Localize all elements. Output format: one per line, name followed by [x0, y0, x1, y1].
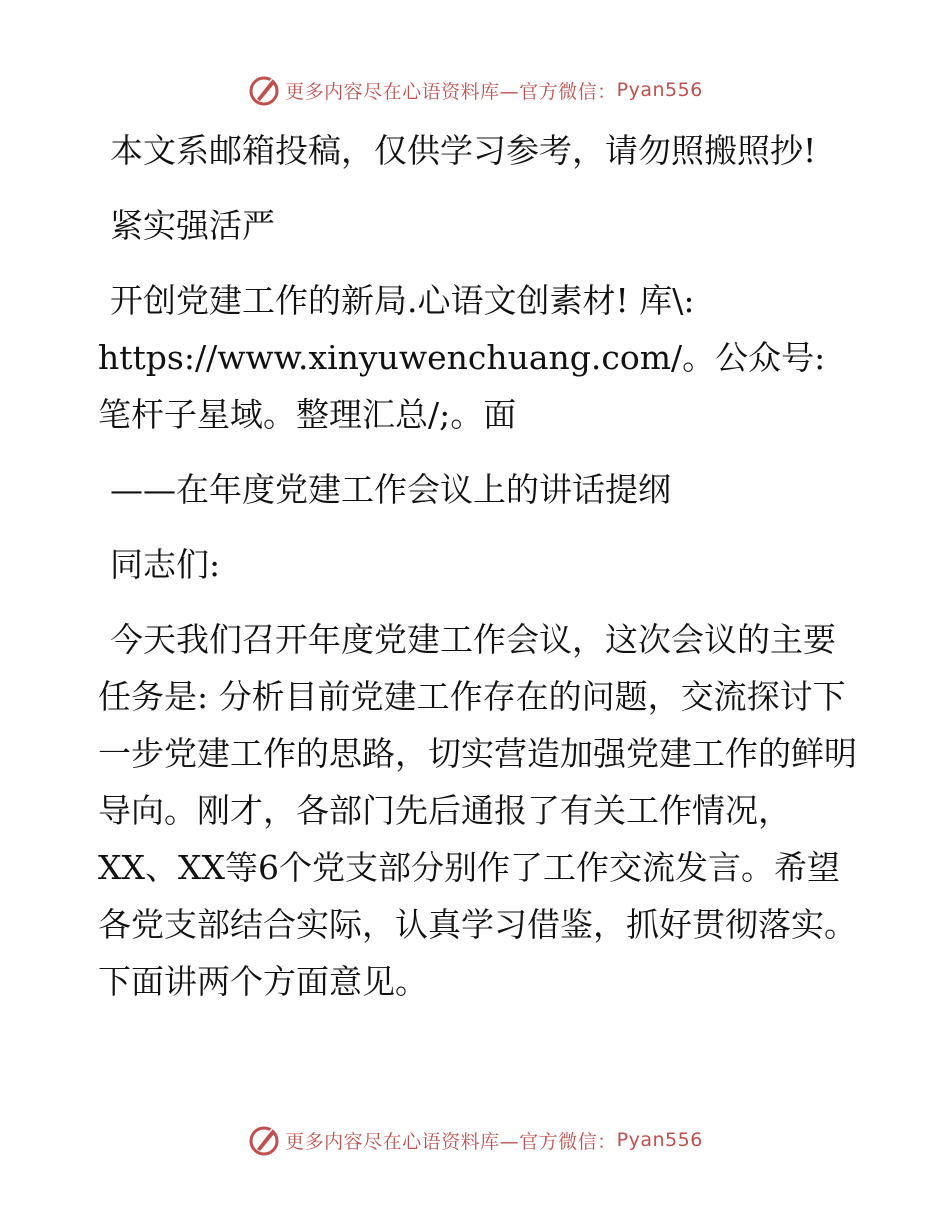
footer-banner-text: 更多内容尽在心语资料库—官方微信： [285, 1130, 617, 1153]
title-main: 开创党建工作的新局.心语文创素材! 库\: https://www.xinyuwenchuang.com/。公众号: 笔杆子星域。整理汇总/;。面 [98, 281, 826, 434]
salutation: 同志们: [110, 545, 221, 584]
header-banner-text: 更多内容尽在心语资料库—官方微信： [285, 80, 617, 103]
body-paragraph: 今天我们召开年度党建工作会议，这次会议的主要任务是: 分析目前党建工作存在的问题，交流探讨下一步党建工作的思路，切实营造加强党建工作的鲜明导向。刚才，各部门先后通报了有关工作情况，XX、XX等6个党支部分别作了工作交流发言。希望各党支部结合实际，认真学习借鉴，抓好贯彻落实。下面讲两个方面意见。 [98, 620, 857, 1001]
quill-logo-icon [247, 1123, 281, 1157]
footer-banner [0, 1120, 950, 1160]
header-wechat-id: Pyan556 [616, 79, 703, 101]
quill-logo-icon [247, 73, 281, 107]
subtitle: ——在年度党建工作会议上的讲话提纲 [110, 470, 671, 509]
title-keywords: 紧实强活严 [110, 206, 275, 245]
header-banner [0, 70, 950, 110]
footer-wechat-id: Pyan556 [616, 1129, 703, 1151]
disclaimer-paragraph: 本文系邮箱投稿，仅供学习参考，请勿照搬照抄! [110, 131, 817, 170]
document-body [98, 122, 858, 1010]
